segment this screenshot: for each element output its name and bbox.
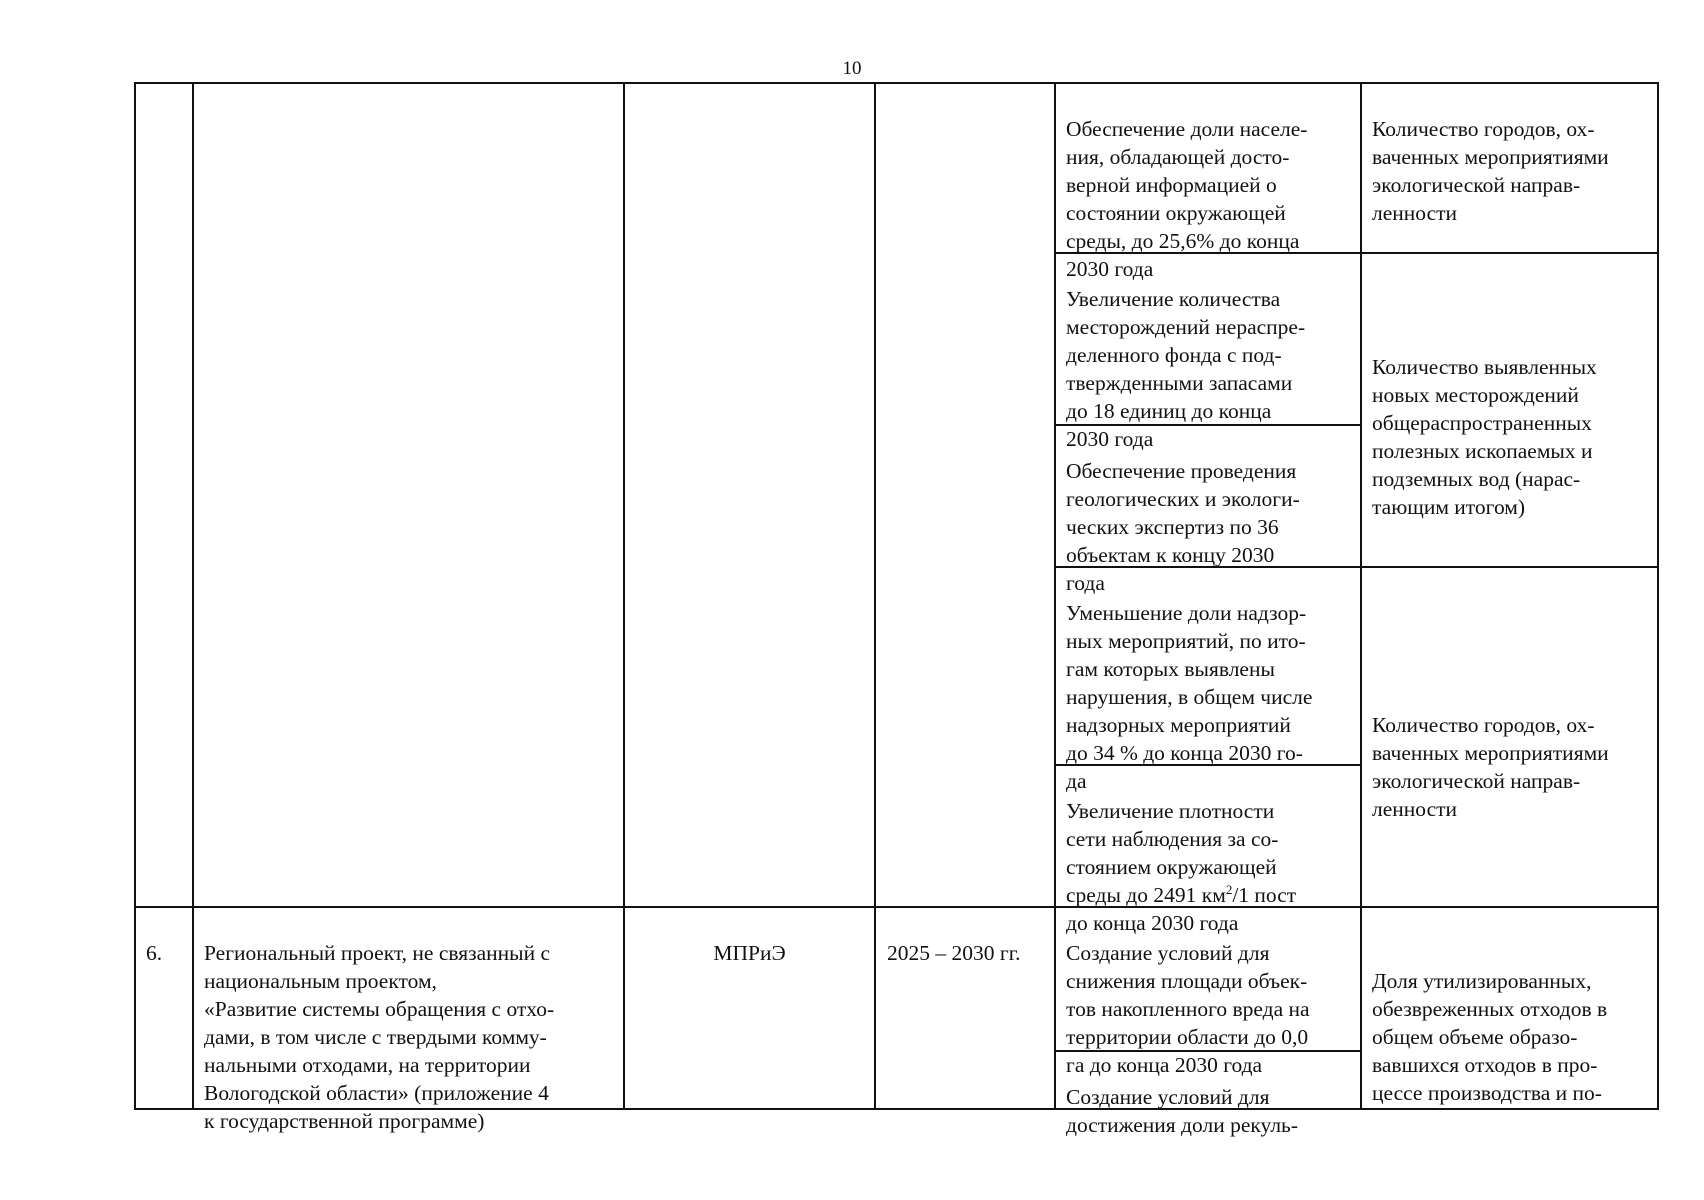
indicator-cell-new-deposits	[1362, 322, 1657, 552]
result-cell-supervision	[1056, 568, 1360, 793]
result-text: Уменьшение доли надзор- ных мероприятий, по ито- гам которых выявлены нарушения, в общем числе надзорных мероприятий до 34 % до конца 2030 го- да	[1066, 601, 1313, 793]
indicator-cell-cities-2	[1362, 680, 1657, 821]
indicator-cell-cities-1	[1362, 84, 1657, 252]
project-name-cell	[194, 908, 623, 1133]
page-number: 10	[842, 58, 862, 79]
result-cell-population-info	[1056, 84, 1360, 281]
indicator-text: Количество городов, ох- ваченных мероприятиями экологической направ- ленности	[1372, 713, 1609, 821]
result-text: Увеличение количества месторождений нераспре- деленного фонда с под- твержденными запасами до 18 единиц до конца 2030 года	[1066, 287, 1306, 451]
indicator-text: Количество городов, ох- ваченных мероприятиями экологической направ- ленности	[1372, 117, 1609, 225]
indicator-text: Количество выявленных новых месторождений общераспространенных полезных ископаемых и подземных вод (нарас- тающим итогом)	[1372, 355, 1597, 519]
responsible-text: МПРиЭ	[713, 941, 786, 965]
result-text: Создание условий для достижения доли рекуль-	[1066, 1085, 1299, 1137]
row-number: 6.	[146, 941, 163, 965]
result-cell-expertise	[1056, 426, 1360, 595]
indicator-cell-waste-share	[1362, 936, 1657, 1108]
result-text: Увеличение плотности сети наблюдения за со- стоянием окружающей среды до 2491 км	[1066, 799, 1279, 907]
period-text: 2025 – 2030 гг.	[887, 941, 1021, 965]
result-text: Создание условий для снижения площади объек- тов накопленного вреда на территории области до 0,0 га до конца 2030 года	[1066, 941, 1310, 1077]
result-cell-monitoring-density	[1056, 766, 1360, 935]
result-cell-accumulated-damage	[1056, 908, 1360, 1077]
result-text: Обеспечение проведения геологических и экологи- ческих экспертиз по 36 объектам к концу 2030 года	[1066, 459, 1300, 595]
superscript: 2	[1225, 881, 1233, 897]
result-cell-recultivation	[1056, 1052, 1360, 1137]
indicator-text: Доля утилизированных, обезвреженных отходов в общем объеме образо- вавшихся отходов в про- цессе производства и по-	[1372, 969, 1608, 1105]
result-text-tail: /1 пост до конца 2030 года	[1066, 883, 1297, 935]
responsible-cell	[625, 908, 874, 1108]
result-cell-deposits	[1056, 254, 1360, 451]
project-name-text: Региональный проект, не связанный с национальным проектом, «Развитие системы обращения с отхо- дами, в том числе с твердыми комму- нальными отходами, на территории Вологодской области» (приложение 4 к государственной программе)	[204, 941, 555, 1133]
result-text: Обеспечение доли населе- ния, обладающей досто- верной информацией о состоянии окружающей среды, до 25,6% до конца 2030 года	[1066, 117, 1308, 281]
period-cell	[876, 908, 1054, 1108]
